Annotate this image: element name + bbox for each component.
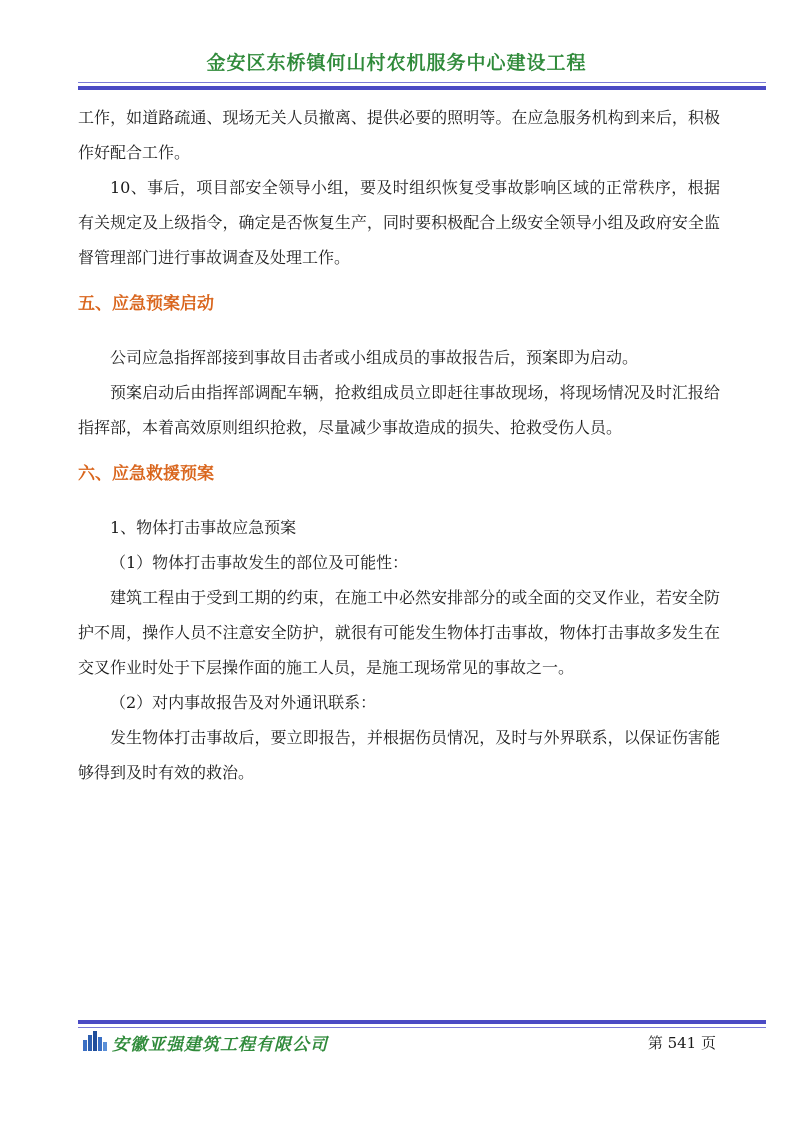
section-5-title: 五、应急预案启动 [78,294,214,314]
footer-page-number: 第 541 页 [647,1034,716,1052]
paragraph-9: 发生物体打击事故后，要立即报告，并根据伤员情况，及时与外界联系，以保证伤害能够得到及时有效的救治。 [78,728,720,782]
document-body [78,100,720,790]
paragraph-6: （1）物体打击事故发生的部位及可能性： [110,553,409,572]
footer-rule-thick [78,1020,766,1024]
paragraph-2: 10、事后，项目部安全领导小组，要及时组织恢复受事故影响区域的正常秩序，根据有关规定及上级指令，确定是否恢复生产，同时要积极配合上级安全领导小组及政府安全监督管理部门进行事故调查及处理工作。 [78,178,720,267]
company-logo-icon [82,1031,108,1051]
section-6-title: 六、应急救援预案 [78,464,214,484]
paragraph-1: 工作，如道路疏通、现场无关人员撤离、提供必要的照明等。在应急服务机构到来后，积极作好配合工作。 [78,108,720,162]
paragraph-7: 建筑工程由于受到工期的约束，在施工中必然安排部分的或全面的交叉作业，若安全防护不周，操作人员不注意安全防护，就很有可能发生物体打击事故，物体打击事故多发生在交叉作业时处于下层操作面的施工人员，是施工现场常见的事故之一。 [78,588,720,677]
footer-rule-thin [78,1027,766,1028]
paragraph-3: 公司应急指挥部接到事故目击者或小组成员的事故报告后，预案即为启动。 [110,348,639,367]
page-header-title: 金安区东桥镇何山村农机服务中心建设工程 [206,52,587,74]
footer-company-name: 安徽亚强建筑工程有限公司 [112,1035,328,1055]
paragraph-4: 预案启动后由指挥部调配车辆，抢救组成员立即赶往事故现场，将现场情况及时汇报给指挥部，本着高效原则组织抢救，尽量减少事故造成的损失、抢救受伤人员。 [78,383,720,437]
paragraph-8: （2）对内事故报告及对外通讯联系： [110,693,377,712]
paragraph-5: 1、物体打击事故应急预案 [110,518,297,537]
header-rule-thin [78,82,766,83]
header-rule-thick [78,86,766,90]
